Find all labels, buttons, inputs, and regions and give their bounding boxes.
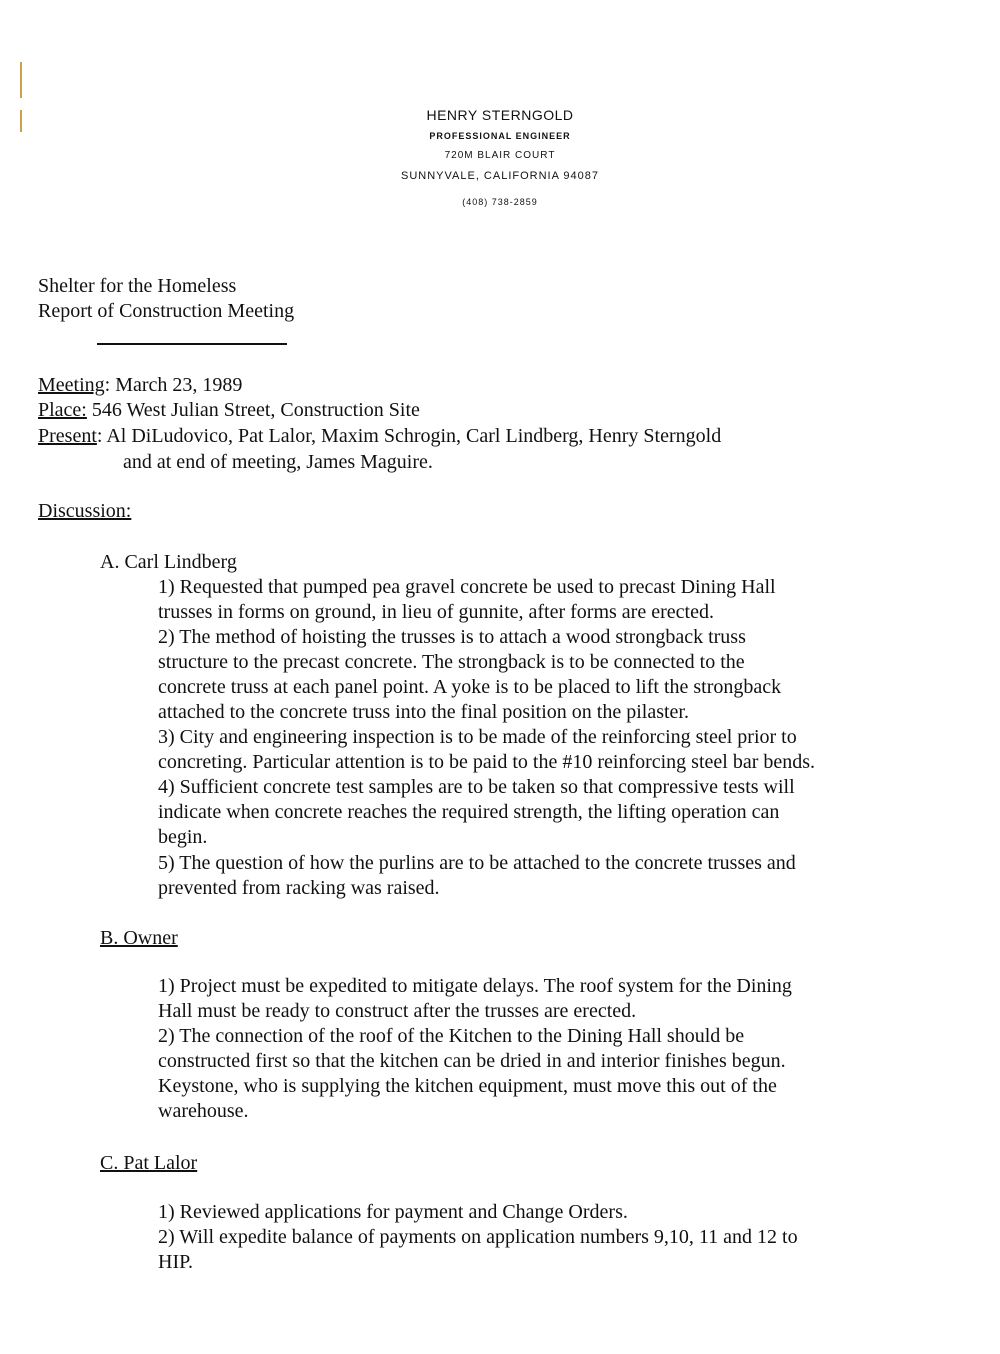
present-continued: and at end of meeting, James Maguire. xyxy=(123,451,433,473)
section-line: 2) The connection of the roof of the Kitchen to the Dining Hall should be xyxy=(158,1025,745,1047)
letterhead-title: PROFESSIONAL ENGINEER xyxy=(429,131,571,141)
section-line: prevented from racking was raised. xyxy=(158,877,440,899)
letterhead-street: 720M BLAIR COURT xyxy=(444,150,556,161)
section-line: begin. xyxy=(158,826,208,848)
section-line: structure to the precast concrete. The strongback is to be connected to the xyxy=(158,651,745,673)
title-rule xyxy=(97,343,287,345)
meeting-date-line xyxy=(38,373,242,398)
section-line: 1) Requested that pumped pea gravel concrete be used to precast Dining Hall xyxy=(158,576,776,598)
margin-mark xyxy=(20,62,22,98)
letterhead-city: SUNNYVALE, CALIFORNIA 94087 xyxy=(401,170,599,182)
section-line: Keystone, who is supplying the kitchen equipment, must move this out of the xyxy=(158,1075,777,1097)
section-line: constructed first so that the kitchen can be dried in and interior finishes begun. xyxy=(158,1050,786,1072)
section-line: 1) Reviewed applications for payment and Change Orders. xyxy=(158,1201,628,1223)
meeting-value: : March 23, 1989 xyxy=(104,374,243,396)
section-line: Hall must be ready to construct after the trusses are erected. xyxy=(158,1000,637,1022)
discussion-heading: Discussion: xyxy=(38,500,132,522)
section-line: concrete truss at each panel point. A yoke is to be placed to lift the strongback xyxy=(158,676,782,698)
section-line: 1) Project must be expedited to mitigate delays. The roof system for the Dining xyxy=(158,975,792,997)
report-subtitle: Report of Construction Meeting xyxy=(38,300,295,322)
section-heading-carl-lindberg: A. Carl Lindberg xyxy=(100,551,237,573)
section-line: attached to the concrete truss into the final position on the pilaster. xyxy=(158,701,689,723)
present-value: : Al DiLudovico, Pat Lalor, Maxim Schrogin, Carl Lindberg, Henry Sterngold xyxy=(96,425,722,447)
section-heading-pat-lalor: C. Pat Lalor xyxy=(100,1152,198,1174)
present-line xyxy=(38,424,721,449)
present-label: Present xyxy=(38,425,97,447)
section-line: concreting. Particular attention is to be paid to the #10 reinforcing steel bar bends. xyxy=(158,751,816,773)
section-line: 4) Sufficient concrete test samples are to be taken so that compressive tests will xyxy=(158,776,795,798)
report-title: Shelter for the Homeless xyxy=(38,275,237,297)
section-line: warehouse. xyxy=(158,1100,249,1122)
section-line: indicate when concrete reaches the required strength, the lifting operation can xyxy=(158,801,780,823)
section-line: 3) City and engineering inspection is to be made of the reinforcing steel prior to xyxy=(158,726,797,748)
place-label: Place: xyxy=(38,399,87,421)
section-line: trusses in forms on ground, in lieu of gunnite, after forms are erected. xyxy=(158,601,714,623)
margin-mark xyxy=(20,110,22,132)
section-line: 2) The method of hoisting the trusses is to attach a wood strongback truss xyxy=(158,626,746,648)
place-value: 546 West Julian Street, Construction Site xyxy=(86,399,420,421)
letterhead xyxy=(300,104,700,212)
section-line: HIP. xyxy=(158,1251,194,1273)
letterhead-phone: (408) 738-2859 xyxy=(462,197,538,207)
section-heading-owner: B. Owner xyxy=(100,927,178,949)
section-line: 5) The question of how the purlins are to be attached to the concrete trusses and xyxy=(158,852,796,874)
place-line xyxy=(38,398,420,423)
section-line: 2) Will expedite balance of payments on application numbers 9,10, 11 and 12 to xyxy=(158,1226,798,1248)
letterhead-name: HENRY STERNGOLD xyxy=(426,107,574,123)
meeting-label: Meeting xyxy=(38,374,105,396)
